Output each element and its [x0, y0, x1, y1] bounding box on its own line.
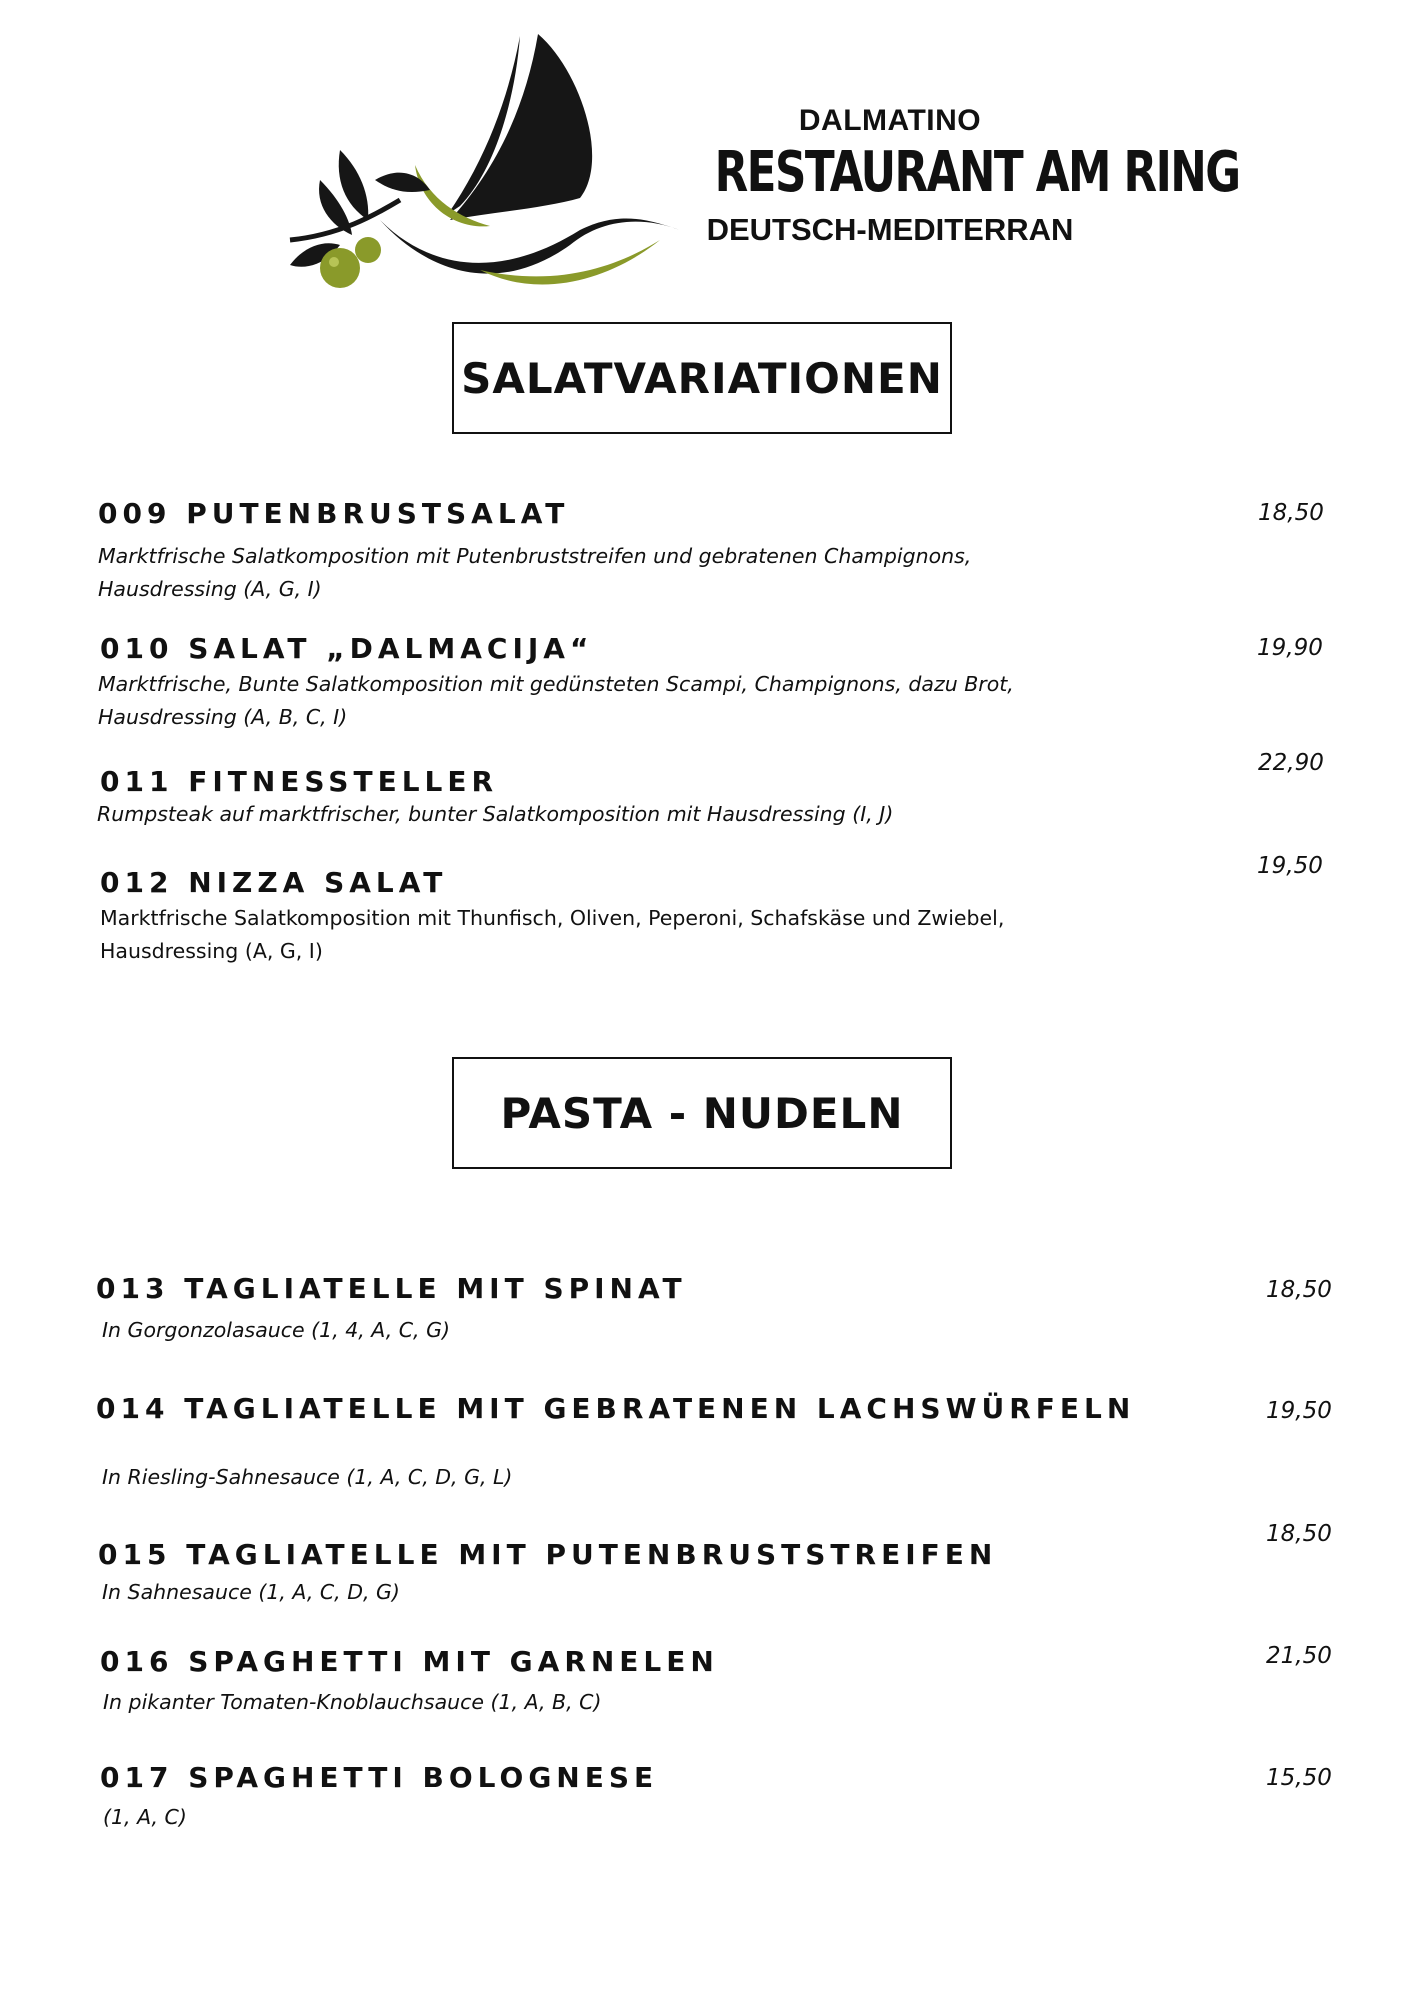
menu-item-price: 15,50: [1266, 1765, 1332, 1791]
section-header-salat: [452, 322, 952, 434]
olive-icon: [320, 248, 360, 288]
menu-item-price: 18,50: [1258, 500, 1324, 526]
menu-item-name: 009 PUTENBRUSTSALAT: [98, 497, 570, 530]
section-header-pasta: [452, 1057, 952, 1169]
menu-item-description: Marktfrische Salatkomposition mit Putenbruststreifen und gebratenen Champignons, Hausdressing (A, G, I): [98, 544, 972, 601]
menu-item-description: In Riesling-Sahnesauce (1, A, C, D, G, L): [102, 1465, 513, 1489]
menu-item-name: 013 TAGLIATELLE MIT SPINAT: [96, 1272, 687, 1305]
restaurant-logo: [280, 30, 690, 300]
menu-item-price: 18,50: [1266, 1277, 1332, 1303]
menu-item-name: 011 FITNESSTELLER: [100, 765, 499, 798]
menu-item-description: In pikanter Tomaten-Knoblauchsauce (1, A, B, C): [103, 1690, 602, 1714]
menu-item-name: 010 SALAT „DALMACIJA“: [100, 632, 594, 665]
brand-name: RESTAURANT AM RING: [714, 140, 1240, 205]
wave-icon: [380, 218, 680, 273]
brand-top: DALMATINO: [798, 104, 982, 137]
menu-item-name: 016 SPAGHETTI MIT GARNELEN: [100, 1645, 719, 1678]
section-title: PASTA - NUDELN: [500, 1088, 904, 1138]
menu-item-description: Marktfrische, Bunte Salatkomposition mit gedünsteten Scampi, Champignons, dazu Brot, Hausdressing (A, B, C, I): [98, 672, 1014, 729]
menu-item-price: 19,50: [1257, 853, 1323, 879]
menu-item-price: 19,90: [1257, 635, 1323, 661]
menu-item-price: 19,50: [1266, 1398, 1332, 1424]
menu-item-description: (1, A, C): [103, 1805, 187, 1829]
menu-item-name: 017 SPAGHETTI BOLOGNESE: [100, 1761, 659, 1794]
menu-item-description: Rumpsteak auf marktfrischer, bunter Salatkomposition mit Hausdressing (I, J): [97, 802, 894, 826]
menu-item-price: 22,90: [1258, 750, 1324, 776]
section-title: SALATVARIATIONEN: [461, 353, 943, 403]
menu-item-description: In Sahnesauce (1, A, C, D, G): [102, 1580, 400, 1604]
brand-subtitle: DEUTSCH-MEDITERRAN: [706, 212, 1074, 247]
menu-item-name: 014 TAGLIATELLE MIT GEBRATENEN LACHSWÜRFELN: [96, 1392, 1136, 1425]
menu-item-name: 012 NIZZA SALAT: [100, 866, 448, 899]
menu-item-price: 18,50: [1266, 1521, 1332, 1547]
menu-item-price: 21,50: [1266, 1643, 1332, 1669]
menu-item-description: Marktfrische Salatkomposition mit Thunfisch, Oliven, Peperoni, Schafskäse und Zwiebel, Hausdressing (A, G, I): [100, 906, 1005, 963]
menu-item-description: In Gorgonzolasauce (1, 4, A, C, G): [102, 1318, 450, 1342]
menu-item-name: 015 TAGLIATELLE MIT PUTENBRUSTSTREIFEN: [98, 1538, 998, 1571]
